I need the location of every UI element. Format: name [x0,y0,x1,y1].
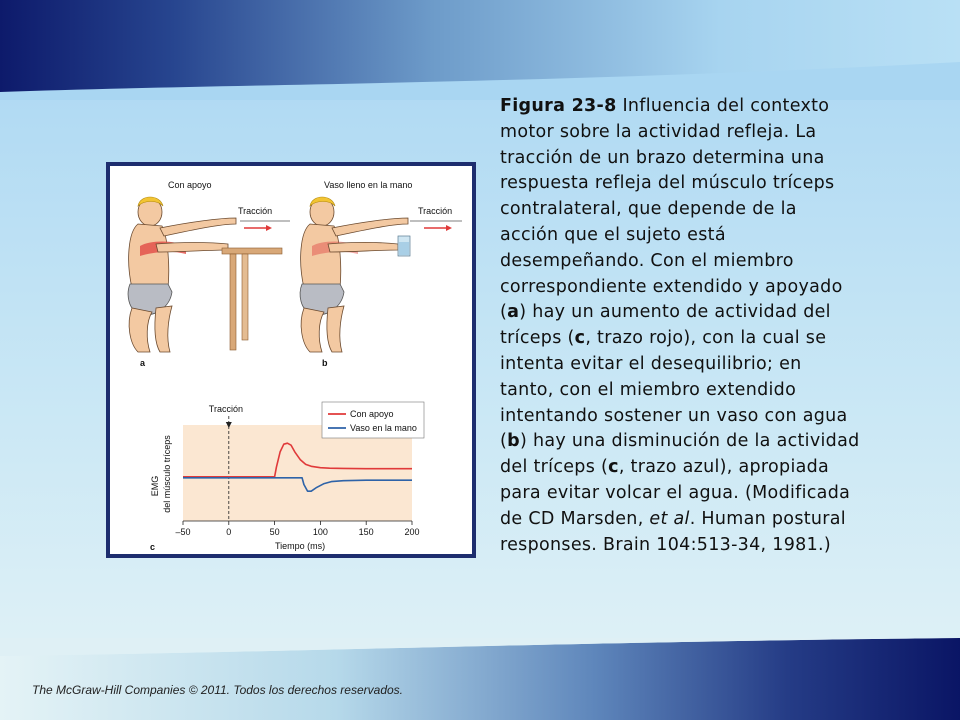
copyright-footer: The McGraw-Hill Companies © 2011. Todos los derechos reservados. [32,683,404,697]
et-al: et al [649,508,690,529]
x-tick-label: 100 [312,527,328,537]
x-tick-label: 200 [404,527,420,537]
figure-a-person [128,197,282,352]
y-axis-label-2: del músculo tríceps [162,435,172,513]
figure-illustration [110,166,472,554]
figure-caption [500,94,860,558]
emg-chart [150,402,424,552]
figure-panel [110,166,472,554]
ref-c-2: c [608,457,619,478]
legend-label-con-apoyo: Con apoyo [350,409,394,419]
ref-a: a [507,302,520,323]
x-tick-label: 150 [358,527,374,537]
plot-area [183,425,412,521]
caption-text-6: . Human postural responses. Brain 104:513-34, 1981.) [500,508,846,555]
panel-a-letter: a [140,358,146,368]
x-tick-label: –50 [175,527,191,537]
x-axis-label: Tiempo (ms) [275,541,326,551]
panel-a-arrow-label: Tracción [238,206,273,216]
panel-c-letter: c [150,542,156,552]
figure-frame [106,162,476,558]
y-axis-label-1: EMG [150,475,160,497]
header-wave [0,0,960,100]
figure-b-person [300,197,410,352]
caption-text-3: , trazo rojo), con la cual se intenta evitar el desequilibrio; en tanto, con el miembro extendido intentando sostener un vaso con agua ( [500,328,848,452]
x-tick-label: 0 [226,527,232,537]
caption-text-5: , trazo azul), apropiada para evitar volcar el agua. (Modificada de CD Marsden, [500,457,851,529]
caption-text-1: Influencia del contexto motor sobre la actividad refleja. La tracción de un brazo determina una respuesta refleja del músculo tríceps contralateral, que depende de la acción que el sujeto está desempeñando. Con el miembro correspondiente extendido y apoyado ( [500,96,843,323]
panel-b-arrow-label: Tracción [418,206,453,216]
legend-label-vaso: Vaso en la mano [350,423,417,433]
caption-text-2: ) hay un aumento de actividad del tríceps ( [500,302,831,349]
footer-band [0,638,960,720]
x-tick-label: 50 [269,527,280,537]
panel-a-title: Con apoyo [168,180,212,190]
panel-b-title: Vaso lleno en la mano [324,180,413,190]
caption-text-4: ) hay una disminución de la actividad del tríceps ( [500,431,860,478]
ref-c-1: c [574,328,586,349]
figure-label: Figura 23-8 [500,96,617,116]
panel-b-letter: b [322,358,328,368]
ref-b: b [507,431,520,452]
traction-annotation: Tracción [208,404,243,414]
